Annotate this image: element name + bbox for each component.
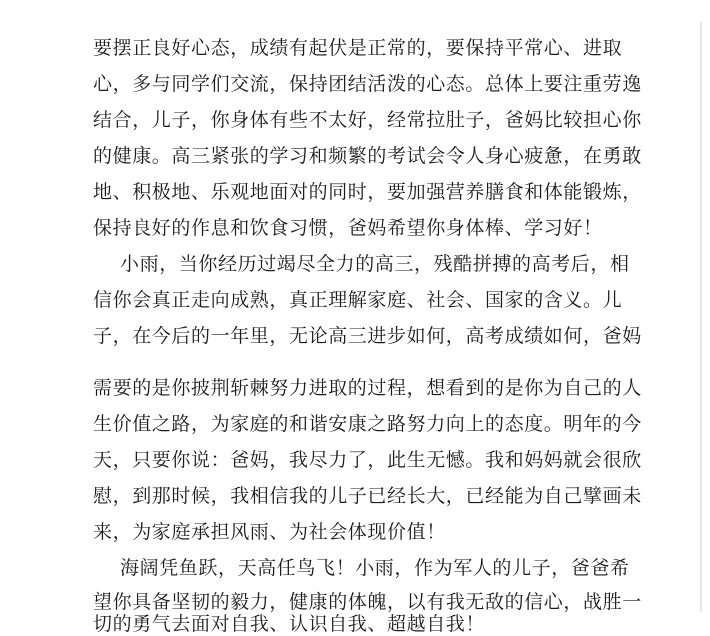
text-line: 慰，到那时候，我相信我的儿子已经长大，已经能为自己擘画未	[93, 485, 642, 507]
text-line: 生价值之路，为家庭的和谐安康之路努力向上的态度。明年的今	[93, 413, 642, 435]
text-line: 天，只要你说：爸妈，我尽力了，此生无憾。我和妈妈就会很欣	[93, 449, 642, 471]
text-line: 保持良好的作息和饮食习惯，爸妈希望你身体棒、学习好！	[93, 217, 603, 239]
text-line: 来，为家庭承担风雨、为社会体现价值！	[93, 521, 446, 543]
text-line: 望你具备坚韧的毅力，健康的体魄，以有我无敌的信心，战胜一	[93, 591, 642, 613]
text-line: 需要的是你披荆斩棘努力进取的过程，想看到的是你为自己的人	[93, 377, 642, 399]
paragraph-start-line: 海阔凭鱼跃，天高任鸟飞！小雨，作为军人的儿子，爸爸希	[120, 557, 630, 579]
page-edge-shadow	[700, 22, 702, 612]
text-line: 结合，儿子，你身体有些不太好，经常拉肚子，爸妈比较担心你	[93, 109, 642, 131]
text-line: 的健康。高三紧张的学习和频繁的考试会令人身心疲惫，在勇敢	[93, 145, 642, 167]
text-line: 切的勇气去面对自我、认识自我、超越自我！	[93, 613, 486, 635]
text-line: 心，多与同学们交流，保持团结活泼的心态。总体上要注重劳逸	[93, 73, 642, 95]
text-line: 地、积极地、乐观地面对的同时，要加强营养膳食和体能锻炼，	[93, 181, 642, 203]
text-line: 要摆正良好心态，成绩有起伏是正常的，要保持平常心、进取	[93, 37, 623, 59]
text-line: 子，在今后的一年里，无论高三进步如何，高考成绩如何，爸妈	[93, 325, 642, 347]
text-line: 信你会真正走向成熟，真正理解家庭、社会、国家的含义。儿	[93, 289, 623, 311]
paragraph-start-line: 小雨，当你经历过竭尽全力的高三，残酷拼搏的高考后，相	[120, 253, 630, 275]
